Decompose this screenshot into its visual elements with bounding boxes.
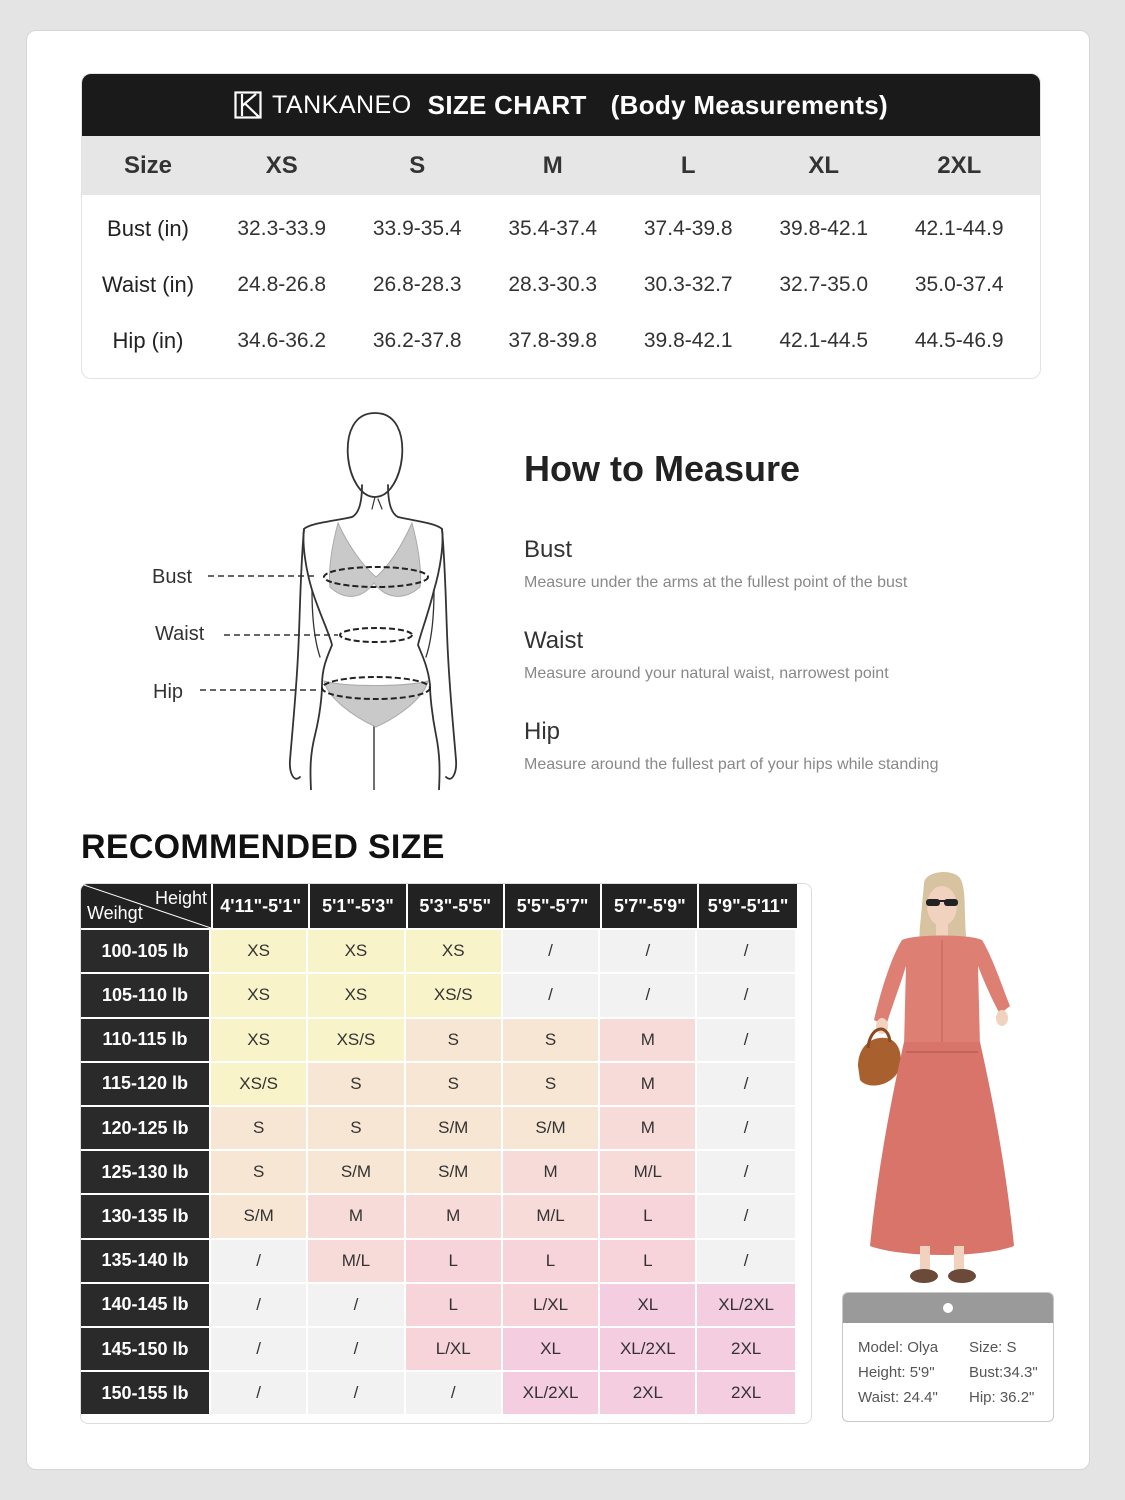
recommended-size-table — [80, 883, 812, 1424]
height-header-row — [81, 884, 797, 928]
measurement-value: 32.7-35.0 — [779, 273, 869, 296]
measurement-label: Waist (in) — [101, 272, 195, 297]
recommended-size-cell: S — [211, 1149, 308, 1193]
measurement-value: 30.3-32.7 — [643, 273, 733, 296]
measurement-value: 26.8-28.3 — [372, 273, 462, 296]
recommended-size-cell: XS/S — [406, 972, 503, 1016]
size-header-cell: M — [542, 151, 563, 179]
table-corner — [81, 884, 213, 928]
recommended-size-cell: / — [697, 1193, 794, 1237]
table-row — [81, 1193, 795, 1237]
weight-label: 145-150 lb — [81, 1326, 211, 1370]
measurement-value: 36.2-37.8 — [372, 329, 462, 352]
size-chart-header — [82, 74, 1040, 136]
recommended-size-cell: / — [211, 1238, 308, 1282]
measurement-value: 35.0-37.4 — [914, 273, 1004, 296]
recommended-size-cell: / — [600, 972, 697, 1016]
measurement-value: 42.1-44.5 — [779, 329, 869, 352]
weight-label: 150-155 lb — [81, 1370, 211, 1414]
weight-label: 125-130 lb — [81, 1149, 211, 1193]
size-chart-title: SIZE CHART — [427, 89, 587, 120]
model-name: Model: Olya — [858, 1339, 939, 1356]
recommended-size-title: RECOMMENDED SIZE — [81, 828, 445, 866]
weight-label: 100-105 lb — [81, 928, 211, 972]
measure-item-hip — [524, 718, 938, 774]
recommended-size-cell: XS/S — [211, 1061, 308, 1105]
recommended-size-cell: L — [406, 1282, 503, 1326]
measure-label: Waist — [524, 627, 584, 654]
body-measurement-figure — [140, 405, 470, 790]
recommended-size-cell: / — [600, 928, 697, 972]
recommended-size-cell: M/L — [308, 1238, 405, 1282]
recommended-size-cell: L/XL — [406, 1326, 503, 1370]
measure-desc: Measure around the fullest part of your hips while standing — [524, 756, 939, 773]
size-header-cell: XL — [808, 151, 840, 179]
recommended-size-cell: XL — [600, 1282, 697, 1326]
recommended-size-cell: 2XL — [600, 1370, 697, 1414]
recommended-size-cell: L — [600, 1193, 697, 1237]
recommended-size-cell: M — [600, 1105, 697, 1149]
recommended-size-cell: / — [308, 1370, 405, 1414]
model-waist: Waist: 24.4" — [858, 1389, 938, 1406]
recommended-size-cell: / — [697, 972, 794, 1016]
recommended-size-cell: XS — [211, 1017, 308, 1061]
brand-logo-icon — [234, 91, 262, 119]
recommended-size-cell: M — [308, 1193, 405, 1237]
size-header-label: Size — [123, 151, 173, 179]
recommended-size-cell: M/L — [600, 1149, 697, 1193]
recommended-size-cell: XS — [308, 928, 405, 972]
size-header-cell: 2XL — [937, 151, 982, 179]
recommended-size-cell: / — [503, 928, 600, 972]
measure-desc: Measure around your natural waist, narrowest point — [524, 665, 889, 682]
table-row — [81, 928, 795, 972]
recommended-size-cell: L — [503, 1238, 600, 1282]
corner-weight-label: Weihgt — [87, 903, 143, 924]
recommended-size-cell: / — [308, 1326, 405, 1370]
recommended-size-cell: M — [600, 1061, 697, 1105]
height-header-cell: 5'1"-5'3" — [310, 884, 407, 928]
how-to-measure-title: How to Measure — [524, 448, 801, 489]
measure-item-waist — [524, 627, 889, 683]
table-row — [81, 1149, 795, 1193]
recommended-size-cell: S/M — [211, 1193, 308, 1237]
dot-icon — [943, 1303, 953, 1313]
recommended-size-cell: L/XL — [503, 1282, 600, 1326]
recommended-size-cell: / — [697, 1105, 794, 1149]
recommended-size-cell: XS/S — [308, 1017, 405, 1061]
recommended-size-cell: / — [697, 1238, 794, 1282]
table-row — [82, 257, 1040, 313]
recommended-size-cell: / — [697, 1017, 794, 1061]
measurement-value: 34.6-36.2 — [237, 329, 327, 352]
recommended-size-cell: S — [406, 1061, 503, 1105]
recommended-size-cell: M — [600, 1017, 697, 1061]
recommended-size-cell: XS — [406, 928, 503, 972]
figure-label-waist: Waist — [155, 623, 205, 645]
recommended-size-cell: / — [211, 1370, 308, 1414]
measurement-value: 39.8-42.1 — [779, 217, 869, 240]
table-row — [81, 1282, 795, 1326]
height-header-cell: 5'7"-5'9" — [602, 884, 699, 928]
size-chart-subtitle: (Body Measurements) — [610, 89, 888, 120]
height-header-cell: 5'9"-5'11" — [707, 895, 789, 916]
measurement-value: 32.3-33.9 — [237, 217, 327, 240]
size-header-row — [82, 136, 1040, 195]
recommended-size-cell: S — [308, 1105, 405, 1149]
recommended-size-cell: M — [503, 1149, 600, 1193]
model-hip: Hip: 36.2" — [969, 1389, 1035, 1406]
recommended-size-cell: XL/2XL — [697, 1282, 794, 1326]
table-row — [81, 1017, 795, 1061]
table-row — [82, 201, 1040, 257]
recommended-size-cell: M/L — [503, 1193, 600, 1237]
measurement-value: 37.4-39.8 — [643, 217, 733, 240]
table-row — [81, 1061, 795, 1105]
weight-label: 110-115 lb — [81, 1017, 211, 1061]
measurement-value: 35.4-37.4 — [508, 217, 598, 240]
recommended-size-cell: S/M — [406, 1105, 503, 1149]
recommended-size-cell: / — [697, 928, 794, 972]
recommended-size-cell: S/M — [503, 1105, 600, 1149]
size-header-cell: S — [409, 151, 426, 179]
recommended-size-cell: / — [697, 1149, 794, 1193]
recommended-size-cell: XL/2XL — [600, 1326, 697, 1370]
recommended-size-cell: S/M — [406, 1149, 503, 1193]
measure-label: Hip — [524, 718, 561, 745]
measure-item-bust — [524, 536, 907, 592]
size-header-cell: L — [680, 151, 696, 179]
measurement-value: 39.8-42.1 — [643, 329, 733, 352]
underwear-shape — [324, 681, 428, 727]
measurement-label: Hip (in) — [112, 328, 184, 353]
model-info-card — [842, 1292, 1054, 1422]
table-row — [81, 1238, 795, 1282]
measurement-value: 24.8-26.8 — [237, 273, 327, 296]
recommended-size-cell: / — [211, 1326, 308, 1370]
recommended-size-cell: / — [406, 1370, 503, 1414]
recommended-size-cell: S — [308, 1061, 405, 1105]
measurement-value: 44.5-46.9 — [914, 329, 1004, 352]
recommended-size-cell: / — [211, 1282, 308, 1326]
measurement-value: 33.9-35.4 — [372, 217, 462, 240]
recommended-size-cell: S — [211, 1105, 308, 1149]
weight-label: 115-120 lb — [81, 1061, 211, 1105]
recommended-size-cell: M — [406, 1193, 503, 1237]
weight-label: 135-140 lb — [81, 1238, 211, 1282]
recommended-size-cell: XS — [308, 972, 405, 1016]
recommended-size-cell: L — [406, 1238, 503, 1282]
recommended-size-cell: S/M — [308, 1149, 405, 1193]
model-card-bar — [843, 1293, 1053, 1323]
height-header-cell: 4'11"-5'1" — [213, 884, 310, 928]
size-chart-body — [82, 195, 1040, 369]
measure-label: Bust — [524, 536, 573, 563]
table-row — [81, 1370, 795, 1414]
recommended-size-cell: L — [600, 1238, 697, 1282]
measurement-value: 28.3-30.3 — [508, 273, 598, 296]
corner-height-label: Height — [154, 888, 207, 908]
recommended-size-cell: 2XL — [697, 1326, 794, 1370]
measurement-value: 42.1-44.9 — [914, 217, 1004, 240]
size-header-cell: XS — [265, 151, 298, 179]
recommended-size-cell: 2XL — [697, 1370, 794, 1414]
brand-name: TANKANEO — [272, 90, 412, 119]
recommended-size-cell: / — [503, 972, 600, 1016]
model-size: Size: S — [969, 1339, 1017, 1356]
recommended-size-cell: / — [308, 1282, 405, 1326]
recommended-size-cell: S — [406, 1017, 503, 1061]
table-row — [82, 313, 1040, 369]
handbag — [858, 1038, 901, 1086]
weight-label: 105-110 lb — [81, 972, 211, 1016]
measurement-label: Bust (in) — [107, 216, 189, 241]
weight-label: 140-145 lb — [81, 1282, 211, 1326]
recommended-size-cell: XS — [211, 972, 308, 1016]
size-chart-table — [81, 73, 1041, 379]
recommended-size-cell: S — [503, 1061, 600, 1105]
table-row — [81, 1326, 795, 1370]
height-header-cell: 5'5"-5'7" — [505, 884, 602, 928]
measure-desc: Measure under the arms at the fullest point of the bust — [524, 574, 908, 591]
recommended-size-cell: XL/2XL — [503, 1370, 600, 1414]
measurement-value: 37.8-39.8 — [508, 329, 598, 352]
table-row — [81, 1105, 795, 1149]
recommended-size-cell: XS — [211, 928, 308, 972]
figure-label-bust: Bust — [152, 566, 193, 588]
model-bust: Bust:34.3" — [969, 1364, 1038, 1381]
height-header-cell: 5'3"-5'5" — [408, 884, 505, 928]
model-height: Height: 5'9" — [858, 1364, 935, 1381]
weight-label: 120-125 lb — [81, 1105, 211, 1149]
recommended-size-cell: / — [697, 1061, 794, 1105]
weight-label: 130-135 lb — [81, 1193, 211, 1237]
table-row — [81, 972, 795, 1016]
figure-label-hip: Hip — [153, 681, 184, 703]
recommended-size-cell: S — [503, 1017, 600, 1061]
head-outline — [348, 413, 403, 497]
model-photo — [842, 866, 1052, 1290]
recommended-size-cell: XL — [503, 1326, 600, 1370]
